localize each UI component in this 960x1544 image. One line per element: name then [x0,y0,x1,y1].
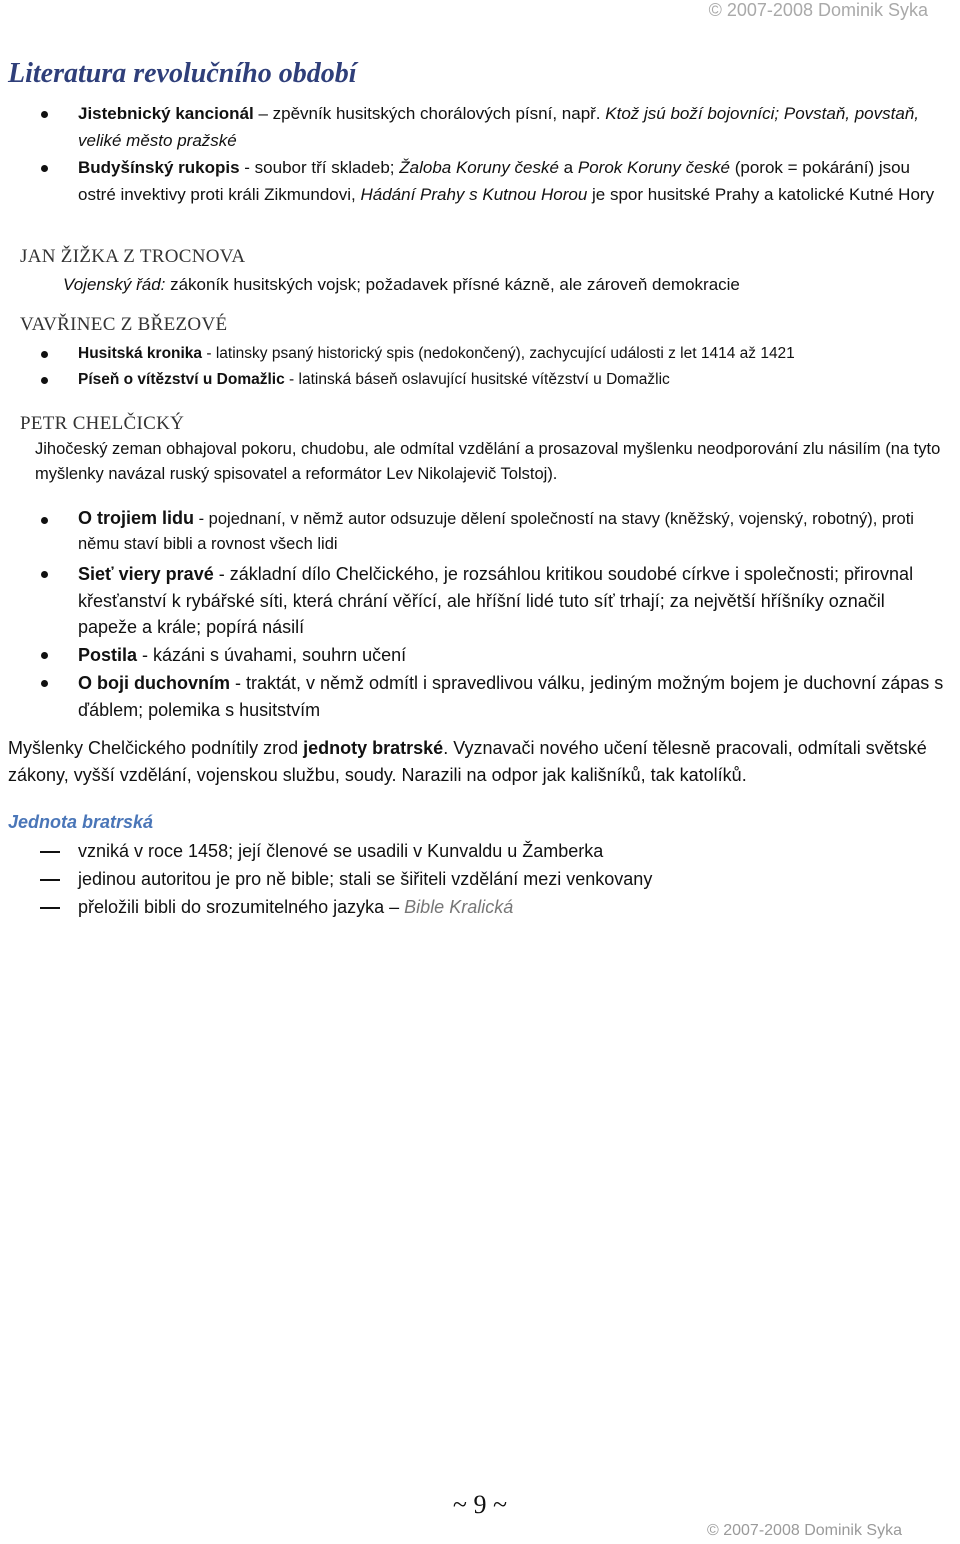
item-title: Husitská kronika [78,345,203,362]
page-title: Literatura revolučního období [8,58,357,89]
page-number: ~ 9 ~ [452,1490,508,1519]
item-text: - základní dílo Chelčického, je rozsáhlou kritikou soudobé církve i společnosti; přirovnal křesťanství k rybářské síti, která chrání věřící, ale hříšní lidé tuto síť trhají; za největší hříšníky označil papeže a krále; popírá násilí [78,564,914,637]
myslenky-text-a: Myšlenky Chelčického podnítily zrod [8,738,304,758]
item-italic: Hádání Prahy s Kutnou Horou [360,185,588,204]
list-item [0,506,960,557]
section1-list-wrap [0,100,960,208]
item-italic: Porok Koruny české [577,158,730,177]
item-italic: Bible Kralická [404,897,514,917]
item-text: přeložili bibli do srozumitelného jazyka – [78,897,405,917]
item-text: je spor husitské Prahy a katolické Kutné Hory [587,185,935,204]
item-italic: Žaloba Koruny české [399,158,559,177]
myslenky-paragraph [8,735,960,789]
zizka-description: zákoník husitských vojsk; požadavek přísné kázně, ale zároveň demokracie [165,275,740,294]
list-item [0,367,960,393]
vavrinec-list [0,341,960,393]
item-text: - traktát, v němž odmítl i spravedlivou válku, jediným možným bojem je duchovní zápas s ďáblem; polemika s husitstvím [78,673,944,720]
list-item [0,670,960,723]
footer-copyright: © 2007-2008 Dominik Syka [707,1522,902,1539]
chelcicky-heading: PETR CHELČICKÝ [20,413,185,434]
list-item: jedinou autoritou je pro ně bible; stali se šiřiteli vzdělání mezi venkovany [0,865,960,893]
chelcicky-list [0,561,960,723]
item-italic: Ktož jsú boží bojovníci; Povstaň, povstaň, veliké město pražské [78,104,919,150]
chelcicky-intro: Jihočeský zeman obhajoval pokoru, chudobu, ale odmítal vzdělání a prosazoval myšlenku neodporování zlu násilím (na tyto myšlenky navázal ruský spisovatel a reformátor Lev Nikolajevič Tolstoj). [35,440,941,483]
myslenky-text-b: . Vyznavači nového učení tělesně pracovali, odmítali světské zákony, vyšší vzdělání, vojenskou službu, soudy. Narazili na odpor jak kališníků, tak katolíků. [8,738,927,785]
item-text: a [558,158,578,177]
list-item: vzniká v roce 1458; její členové se usadili v Kunvaldu u Žamberka [0,837,960,865]
item-text: - latinsky psaný historický spis (nedokončený), zachycující události z let 1414 až 1421 [202,345,795,362]
section1-list [0,100,960,208]
item-text: - kázáni s úvahami, souhrn učení [137,645,407,665]
zizka-heading: JAN ŽIŽKA Z TROCNOVA [20,246,246,267]
item-text: - pojednaní, v němž autor odsuzuje dělení společností na stavy (kněžský, vojenský, robotný), proti němu staví bibli a rovnost všech lidi [78,510,914,553]
chelcicky-list-wrap [0,506,960,725]
item-text: (porok = pokárání) jsou ostré invektivy proti králi Zikmundovi, [78,158,911,204]
item-text: - latinská báseň oslavující husitské vítězství u Domažlic [284,371,670,388]
zizka-work-title: Vojenský řád: [63,275,166,294]
list-item [0,642,960,669]
item-title: Jistebnický kancionál [78,104,254,123]
item-text: – zpěvník husitských chorálových písní, např. [253,104,606,123]
chelcicky-list-first [0,506,960,557]
header-copyright: © 2007-2008 Dominik Syka [708,0,928,20]
vavrinec-heading: VAVŘINEC Z BŘEZOVÉ [20,314,228,335]
item-title: Budyšínský rukopis [78,158,240,177]
list-item [0,341,960,367]
item-text: - soubor tří skladeb; [239,158,400,177]
jednota-list [0,837,960,921]
list-item [0,561,960,641]
list-item [0,154,960,208]
item-title: Píseň o vítězství u Domažlic [78,371,285,388]
item-title: Sieť viery pravé [78,564,214,584]
myslenky-bold: jednoty bratrské [303,738,444,758]
list-item [0,100,960,154]
jednota-list-wrap [0,837,960,921]
item-title: O boji duchovním [78,673,230,693]
jednota-title: Jednota bratrská [8,812,154,832]
vavrinec-list-wrap [0,341,960,393]
list-item [0,893,960,921]
item-title: Postila [78,645,138,665]
zizka-text [63,272,740,298]
item-title: O trojiem lidu [78,508,195,528]
